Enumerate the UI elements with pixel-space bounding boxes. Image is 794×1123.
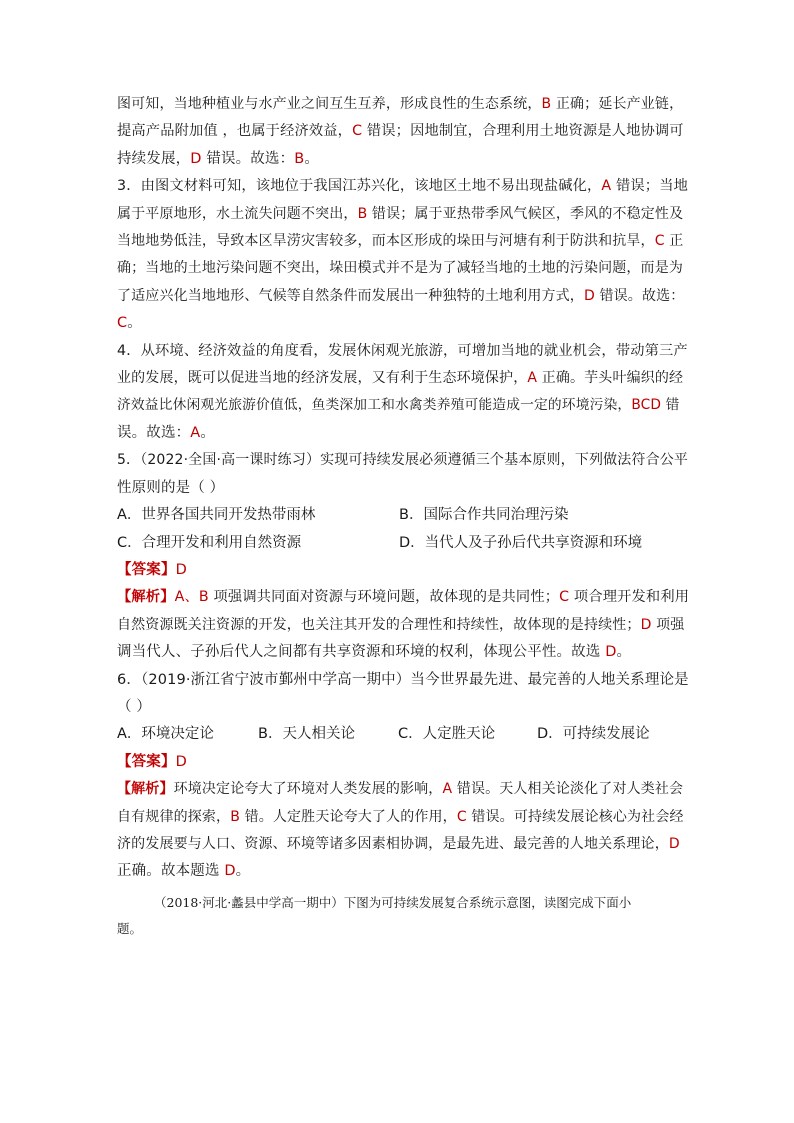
text: 错误。天人相关论淡化了对人类社会 bbox=[452, 781, 684, 798]
text: 。 bbox=[304, 150, 320, 167]
option-letter: D bbox=[190, 150, 202, 167]
text: 正确；延长产业链， bbox=[551, 96, 684, 112]
q3-line-4 bbox=[117, 255, 687, 282]
option-d: D．可持续发展论 bbox=[537, 726, 650, 743]
q5-stem-line-1 bbox=[117, 447, 687, 474]
option-letter: B bbox=[294, 150, 305, 167]
question-stem: （ ） bbox=[117, 698, 152, 715]
q4-line-3 bbox=[117, 392, 687, 419]
option-letter: D bbox=[583, 287, 595, 304]
text: 4．从环境、经济效益的角度看，发展休闲观光旅游，可增加当地的就业机会，带动第三产 bbox=[117, 342, 688, 359]
text: 。 bbox=[616, 644, 632, 661]
q6-answer bbox=[117, 749, 687, 776]
text: 自然资源既关注资源的开发，也关注其开发的合理性和持续性，故体现的是持续性； bbox=[117, 616, 641, 633]
q5-analysis-line-3 bbox=[117, 639, 687, 666]
text: 属于平原地形，水土流失问题不突出， bbox=[117, 205, 358, 222]
option-letter: C bbox=[654, 233, 665, 250]
option-letter: D bbox=[640, 616, 652, 633]
text: 确；当地的土地污染问题不突出，垛田模式并不是为了减轻当地的土地的污染问题，而是为 bbox=[117, 260, 683, 277]
option-letter: C bbox=[559, 589, 570, 606]
text: 。 bbox=[127, 315, 142, 332]
option-letter: A、B bbox=[174, 589, 209, 606]
q6-options-row bbox=[117, 721, 687, 748]
option-letter: A bbox=[601, 178, 612, 195]
option-letter: A bbox=[527, 370, 538, 387]
text: 业的发展，既可以促进当地的经济发展，又有利于生态环境保护， bbox=[117, 370, 528, 387]
text: 项合理开发和利用 bbox=[569, 589, 690, 606]
text: 图可知，当地种植业与水产业之间互生互养，形成良性的生态系统， bbox=[117, 96, 542, 112]
option-a: A．环境决定论 bbox=[117, 726, 214, 743]
option-c: C．人定胜天论 bbox=[398, 726, 496, 743]
text: 。 bbox=[200, 424, 215, 441]
text: 正确。芋头叶编织的经 bbox=[537, 370, 684, 387]
q6-stem-line-1 bbox=[117, 667, 687, 694]
text: 项强调共同面对资源与环境问题，故体现的是共同性； bbox=[208, 589, 560, 606]
q4-line-1 bbox=[117, 338, 687, 365]
question-intro: 题。 bbox=[117, 920, 143, 936]
text: 济的发展要与人口、资源、环境等诸多因素相协调，是最先进、最完善的人地关系理论， bbox=[117, 835, 669, 852]
document-page bbox=[117, 91, 690, 942]
q6-analysis-line-1 bbox=[117, 776, 687, 803]
question-stem: 性原则的是（ ） bbox=[117, 479, 225, 496]
text: 错。人定胜天论夸大了人的作用， bbox=[239, 808, 457, 825]
answer-tag: 【答案】 bbox=[117, 561, 176, 578]
q3-line-1 bbox=[117, 173, 687, 200]
analysis-tag: 【解析】 bbox=[117, 589, 175, 606]
text: 提高产品附加值 ，也属于经济效益， bbox=[117, 123, 353, 140]
option-letter: B bbox=[541, 96, 552, 112]
text: 持续发展， bbox=[117, 150, 191, 167]
q5-options-row-1 bbox=[117, 502, 687, 529]
q3-line-2 bbox=[117, 201, 687, 228]
option-c: C．合理开发和利用自然资源 bbox=[117, 534, 302, 551]
text: 济效益比休闲观光旅游价值低，鱼类深加工和水禽类养殖可能造成一定的环境污染， bbox=[117, 397, 632, 414]
q5-analysis-line-2 bbox=[117, 612, 687, 639]
text: 当地地势低洼，导致本区旱涝灾害较多，而本区形成的垛田与河塘有利于防洪和抗旱， bbox=[117, 233, 655, 250]
option-letter: B bbox=[357, 205, 368, 222]
q6-analysis-line-3 bbox=[117, 831, 687, 858]
text: 错误。可持续发展论核心为社会经 bbox=[466, 808, 684, 825]
text: 错误。故选： bbox=[201, 150, 295, 167]
option-letter: A bbox=[190, 424, 201, 441]
text: 。 bbox=[235, 863, 251, 880]
text: 误。故选： bbox=[117, 424, 191, 441]
text: 环境决定论夸大了环境对人类发展的影响， bbox=[173, 781, 443, 798]
q6-stem-line-2 bbox=[117, 694, 687, 721]
text: 自有规律的探索， bbox=[117, 808, 231, 825]
option-letter: D bbox=[219, 863, 236, 880]
option-letter: D bbox=[600, 644, 617, 661]
q5-analysis-line-1 bbox=[117, 584, 690, 611]
option-b: B．天人相关论 bbox=[258, 726, 355, 743]
option-d: D．当代人及子孙后代共享资源和环境 bbox=[399, 534, 643, 551]
option-letter: B bbox=[230, 808, 240, 825]
q2-line-1 bbox=[117, 91, 687, 118]
text: 调当代人、子孙后代人之间都有共享资源和环境的权利，体现公平性。故选 bbox=[117, 644, 601, 661]
text: 项强 bbox=[651, 616, 685, 633]
q3-line-6 bbox=[117, 310, 687, 337]
q6-analysis-line-2 bbox=[117, 804, 687, 831]
option-letter: BCD bbox=[631, 397, 662, 414]
q7-intro-line-1 bbox=[117, 890, 687, 916]
text: 错误；因地制宜，合理利用土地资源是人地协调可 bbox=[362, 123, 684, 140]
question-stem: 6．（2019·浙江省宁波市鄞州中学高一期中）当今世界最先进、最完善的人地关系理论是 bbox=[117, 671, 689, 688]
answer-value: D bbox=[175, 561, 187, 578]
option-a: A．世界各国共同开发热带雨林 bbox=[117, 507, 316, 524]
question-intro: （2018·河北·蠡县中学高一期中）下图为可持续发展复合系统示意图，读图完成下面小 bbox=[154, 894, 632, 910]
option-b: B．国际合作共同治理污染 bbox=[399, 507, 569, 524]
option-letter: C bbox=[352, 123, 363, 140]
option-letter: C bbox=[117, 315, 128, 332]
text: 错误。故选： bbox=[594, 287, 685, 304]
q5-stem-line-2 bbox=[117, 475, 687, 502]
q4-line-4 bbox=[117, 420, 687, 447]
text: 3．由图文材料可知，该地位于我国江苏兴化，该地区土地不易出现盐碱化， bbox=[117, 178, 602, 195]
answer-value: D bbox=[175, 753, 187, 770]
text: 正确。故本题选 bbox=[117, 863, 220, 880]
q4-line-2 bbox=[117, 365, 687, 392]
q5-options-row-2 bbox=[117, 530, 687, 557]
q3-line-5 bbox=[117, 283, 687, 310]
q2-line-3 bbox=[117, 146, 687, 173]
option-letter: D bbox=[668, 835, 680, 852]
option-letter: A bbox=[442, 781, 453, 798]
answer-tag: 【答案】 bbox=[117, 753, 176, 770]
text: 错误；当地 bbox=[611, 178, 689, 195]
analysis-tag: 【解析】 bbox=[117, 781, 174, 798]
question-stem: 5．（2022·全国·高一课时练习）实现可持续发展必须遵循三个基本原则，下列做法符合公平 bbox=[117, 452, 689, 469]
text: 了适应兴化当地地形、气候等自然条件而发展出一种独特的土地利用方式， bbox=[117, 287, 584, 304]
text: 正 bbox=[664, 233, 684, 250]
q5-answer bbox=[117, 557, 687, 584]
q6-analysis-line-4 bbox=[117, 858, 687, 885]
q7-intro-line-2 bbox=[117, 916, 687, 942]
q3-line-3 bbox=[117, 228, 687, 255]
text: 错误；属于亚热带季风气候区，季风的不稳定性及 bbox=[367, 205, 684, 222]
text: 错 bbox=[661, 397, 680, 414]
option-letter: C bbox=[456, 808, 467, 825]
q2-line-2 bbox=[117, 118, 687, 145]
